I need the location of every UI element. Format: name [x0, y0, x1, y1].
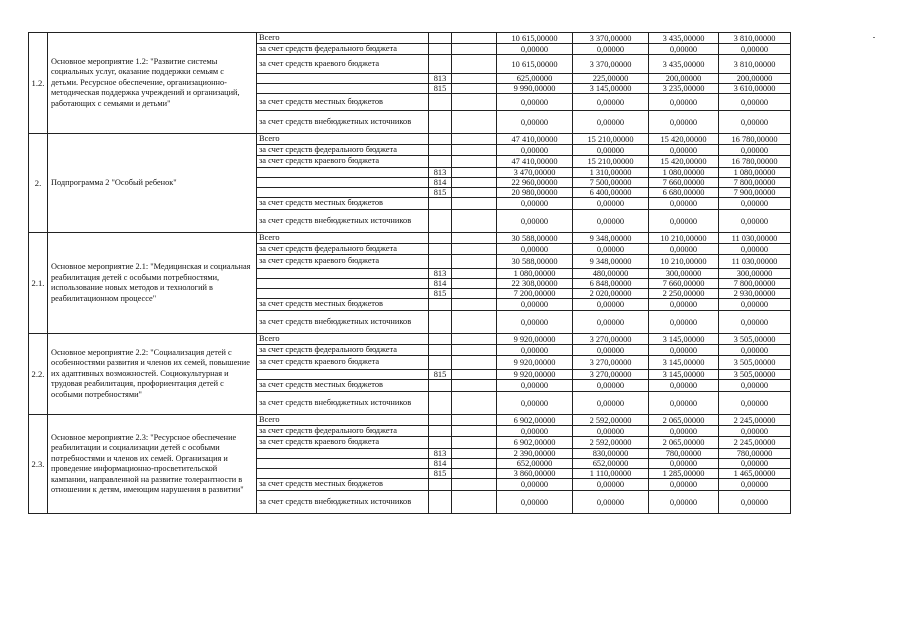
amount-cell: 830,00000 [573, 449, 649, 459]
amount-cell: 0,00000 [497, 491, 573, 514]
amount-cell: 2 065,00000 [649, 415, 719, 426]
budget-page [28, 32, 791, 514]
funding-source-label: за счет средств федерального бюджета [257, 426, 429, 437]
amount-cell: 10 615,00000 [497, 55, 573, 74]
amount-cell: 0,00000 [573, 198, 649, 210]
amount-cell: 0,00000 [497, 311, 573, 334]
amount-cell: 3 370,00000 [573, 33, 649, 44]
section-index: 2.3. [29, 415, 48, 514]
table-row [29, 415, 791, 426]
budget-code: 815 [429, 84, 452, 94]
amount-cell: 0,00000 [573, 392, 649, 415]
amount-cell: 6 400,00000 [573, 188, 649, 198]
amount-cell: 652,00000 [573, 459, 649, 469]
funding-source-label: за счет средств федерального бюджета [257, 345, 429, 356]
code-empty-cell [429, 345, 452, 356]
scan-speck [873, 37, 875, 38]
source-empty-cell [257, 188, 429, 198]
amount-cell: 15 420,00000 [649, 134, 719, 145]
amount-cell: 3 145,00000 [649, 356, 719, 370]
amount-cell: 2 390,00000 [497, 449, 573, 459]
amount-cell: 0,00000 [719, 198, 791, 210]
amount-cell: 11 030,00000 [719, 233, 791, 244]
amount-cell: 0,00000 [573, 479, 649, 491]
funding-source-label: за счет средств краевого бюджета [257, 437, 429, 449]
budget-code: 815 [429, 370, 452, 380]
amount-cell: 9 920,00000 [497, 334, 573, 345]
code-empty-cell [429, 210, 452, 233]
amount-cell: 6 680,00000 [649, 188, 719, 198]
code-empty-cell [429, 111, 452, 134]
funding-source-label: за счет средств федерального бюджета [257, 244, 429, 255]
amount-cell: 3 145,00000 [649, 334, 719, 345]
amount-cell: 6 902,00000 [497, 415, 573, 426]
amount-cell: 1 080,00000 [649, 168, 719, 178]
amount-cell: 10 210,00000 [649, 233, 719, 244]
budget-table-body [29, 33, 791, 514]
funding-source-label: за счет средств внебюджетных источников [257, 311, 429, 334]
source-empty-cell [257, 370, 429, 380]
amount-cell: 0,00000 [719, 345, 791, 356]
amount-cell: 3 270,00000 [573, 370, 649, 380]
amount-cell: 1 080,00000 [719, 168, 791, 178]
spacer-cell [452, 380, 497, 392]
amount-cell: 0,00000 [719, 311, 791, 334]
amount-cell: 300,00000 [719, 269, 791, 279]
amount-cell: 0,00000 [573, 311, 649, 334]
amount-cell: 3 370,00000 [573, 55, 649, 74]
spacer-cell [452, 74, 497, 84]
amount-cell: 0,00000 [649, 111, 719, 134]
amount-cell: 0,00000 [497, 345, 573, 356]
funding-source-label: за счет средств местных бюджетов [257, 380, 429, 392]
amount-cell: 652,00000 [497, 459, 573, 469]
spacer-cell [452, 44, 497, 55]
amount-cell: 9 348,00000 [573, 255, 649, 269]
spacer-cell [452, 459, 497, 469]
amount-cell: 0,00000 [719, 111, 791, 134]
amount-cell: 0,00000 [649, 380, 719, 392]
amount-cell: 0,00000 [497, 426, 573, 437]
funding-source-label: за счет средств краевого бюджета [257, 55, 429, 74]
section-name: Основное мероприятие 2.3: "Ресурсное обеспечение реабилитации и социализации детей с особыми потребностями и членов их семей. Организация и проведение информационно-просветительской кампании, направленной на развитие толерантности в отношении к детям, имеющим нарушения в развитии" [48, 415, 257, 514]
source-empty-cell [257, 459, 429, 469]
budget-code: 815 [429, 188, 452, 198]
budget-code: 815 [429, 469, 452, 479]
spacer-cell [452, 178, 497, 188]
source-empty-cell [257, 74, 429, 84]
amount-cell: 0,00000 [649, 244, 719, 255]
section-name: Основное мероприятие 2.1: "Медицинская и социальная реабилитация детей с особыми потребностями, использование новых методов и технологий в реабилитационном процессе" [48, 233, 257, 334]
amount-cell: 225,00000 [573, 74, 649, 84]
amount-cell: 15 210,00000 [573, 134, 649, 145]
budget-code: 814 [429, 279, 452, 289]
amount-cell: 0,00000 [497, 392, 573, 415]
code-empty-cell [429, 145, 452, 156]
section-index: 2. [29, 134, 48, 233]
amount-cell: 0,00000 [649, 392, 719, 415]
section-index: 1.2. [29, 33, 48, 134]
code-empty-cell [429, 479, 452, 491]
spacer-cell [452, 156, 497, 168]
amount-cell: 3 810,00000 [719, 55, 791, 74]
amount-cell: 0,00000 [573, 299, 649, 311]
spacer-cell [452, 334, 497, 345]
funding-source-label: за счет средств местных бюджетов [257, 198, 429, 210]
spacer-cell [452, 299, 497, 311]
amount-cell: 480,00000 [573, 269, 649, 279]
spacer-cell [452, 210, 497, 233]
spacer-cell [452, 134, 497, 145]
budget-table [28, 32, 791, 514]
code-empty-cell [429, 392, 452, 415]
funding-source-label: за счет средств внебюджетных источников [257, 210, 429, 233]
amount-cell: 0,00000 [719, 299, 791, 311]
amount-cell: 7 800,00000 [719, 178, 791, 188]
amount-cell: 9 990,00000 [497, 84, 573, 94]
amount-cell: 47 410,00000 [497, 156, 573, 168]
spacer-cell [452, 55, 497, 74]
funding-source-label: за счет средств местных бюджетов [257, 479, 429, 491]
amount-cell: 3 270,00000 [573, 356, 649, 370]
amount-cell: 200,00000 [649, 74, 719, 84]
amount-cell: 22 308,00000 [497, 279, 573, 289]
amount-cell: 15 210,00000 [573, 156, 649, 168]
code-empty-cell [429, 311, 452, 334]
funding-source-label: за счет средств федерального бюджета [257, 145, 429, 156]
amount-cell: 780,00000 [649, 449, 719, 459]
section-name: Основное мероприятие 1.2: "Развитие системы социальных услуг, оказание поддержки семьям с детьми. Ресурсное обеспечение, организационно-методическая поддержка учреждений и организаций, работающих с семьями и детьми" [48, 33, 257, 134]
source-empty-cell [257, 279, 429, 289]
funding-source-label: Всего [257, 233, 429, 244]
amount-cell: 2 065,00000 [649, 437, 719, 449]
amount-cell: 9 348,00000 [573, 233, 649, 244]
amount-cell: 20 980,00000 [497, 188, 573, 198]
spacer-cell [452, 233, 497, 244]
amount-cell: 2 930,00000 [719, 289, 791, 299]
amount-cell: 0,00000 [719, 392, 791, 415]
funding-source-label: Всего [257, 415, 429, 426]
amount-cell: 0,00000 [649, 345, 719, 356]
spacer-cell [452, 188, 497, 198]
budget-code: 814 [429, 178, 452, 188]
spacer-cell [452, 392, 497, 415]
code-empty-cell [429, 426, 452, 437]
amount-cell: 0,00000 [719, 426, 791, 437]
table-row [29, 33, 791, 44]
amount-cell: 6 848,00000 [573, 279, 649, 289]
amount-cell: 0,00000 [497, 244, 573, 255]
code-empty-cell [429, 255, 452, 269]
amount-cell: 0,00000 [497, 198, 573, 210]
amount-cell: 1 080,00000 [497, 269, 573, 279]
amount-cell: 0,00000 [497, 479, 573, 491]
amount-cell: 47 410,00000 [497, 134, 573, 145]
amount-cell: 0,00000 [649, 311, 719, 334]
source-empty-cell [257, 469, 429, 479]
source-empty-cell [257, 269, 429, 279]
amount-cell: 0,00000 [719, 145, 791, 156]
section-index: 2.1. [29, 233, 48, 334]
code-empty-cell [429, 233, 452, 244]
budget-code: 813 [429, 74, 452, 84]
funding-source-label: за счет средств местных бюджетов [257, 94, 429, 111]
funding-source-label: за счет средств федерального бюджета [257, 44, 429, 55]
spacer-cell [452, 94, 497, 111]
code-empty-cell [429, 55, 452, 74]
amount-cell: 2 592,00000 [573, 437, 649, 449]
amount-cell: 3 235,00000 [649, 84, 719, 94]
amount-cell: 0,00000 [573, 94, 649, 111]
amount-cell: 0,00000 [719, 94, 791, 111]
funding-source-label: за счет средств внебюджетных источников [257, 111, 429, 134]
spacer-cell [452, 198, 497, 210]
spacer-cell [452, 437, 497, 449]
amount-cell: 0,00000 [497, 380, 573, 392]
amount-cell: 0,00000 [497, 145, 573, 156]
amount-cell: 16 780,00000 [719, 156, 791, 168]
amount-cell: 0,00000 [649, 44, 719, 55]
section-name: Подпрограмма 2 "Особый ребенок" [48, 134, 257, 233]
funding-source-label: за счет средств краевого бюджета [257, 356, 429, 370]
amount-cell: 3 435,00000 [649, 55, 719, 74]
amount-cell: 0,00000 [573, 210, 649, 233]
amount-cell: 10 210,00000 [649, 255, 719, 269]
amount-cell: 22 960,00000 [497, 178, 573, 188]
spacer-cell [452, 479, 497, 491]
amount-cell: 3 270,00000 [573, 334, 649, 345]
amount-cell: 1 110,00000 [573, 469, 649, 479]
amount-cell: 0,00000 [573, 145, 649, 156]
amount-cell: 0,00000 [573, 244, 649, 255]
amount-cell: 2 592,00000 [573, 415, 649, 426]
code-empty-cell [429, 198, 452, 210]
spacer-cell [452, 449, 497, 459]
amount-cell: 0,00000 [573, 426, 649, 437]
section-name: Основное мероприятие 2.2: "Социализация детей с особенностями развития и членов их семей, повышение их адаптивных возможностей. Социокультурная и трудовая реабилитация, профориентация детей с особыми потребностями" [48, 334, 257, 415]
amount-cell: 2 245,00000 [719, 415, 791, 426]
amount-cell: 30 588,00000 [497, 233, 573, 244]
spacer-cell [452, 370, 497, 380]
code-empty-cell [429, 134, 452, 145]
amount-cell: 300,00000 [649, 269, 719, 279]
code-empty-cell [429, 156, 452, 168]
amount-cell: 2 020,00000 [573, 289, 649, 299]
amount-cell: 0,00000 [649, 145, 719, 156]
table-row [29, 233, 791, 244]
amount-cell: 7 900,00000 [719, 188, 791, 198]
amount-cell: 7 660,00000 [649, 279, 719, 289]
spacer-cell [452, 145, 497, 156]
funding-source-label: за счет средств внебюджетных источников [257, 491, 429, 514]
spacer-cell [452, 244, 497, 255]
amount-cell: 200,00000 [719, 74, 791, 84]
amount-cell: 2 250,00000 [649, 289, 719, 299]
amount-cell: 3 505,00000 [719, 370, 791, 380]
amount-cell: 7 660,00000 [649, 178, 719, 188]
amount-cell: 3 145,00000 [573, 84, 649, 94]
amount-cell: 0,00000 [649, 210, 719, 233]
funding-source-label: за счет средств краевого бюджета [257, 156, 429, 168]
spacer-cell [452, 469, 497, 479]
source-empty-cell [257, 449, 429, 459]
amount-cell: 3 860,00000 [497, 469, 573, 479]
amount-cell: 6 902,00000 [497, 437, 573, 449]
spacer-cell [452, 426, 497, 437]
amount-cell: 10 615,00000 [497, 33, 573, 44]
spacer-cell [452, 491, 497, 514]
funding-source-label: за счет средств краевого бюджета [257, 255, 429, 269]
amount-cell: 0,00000 [719, 244, 791, 255]
amount-cell: 0,00000 [573, 44, 649, 55]
amount-cell: 1 465,00000 [719, 469, 791, 479]
amount-cell: 0,00000 [719, 380, 791, 392]
amount-cell: 30 588,00000 [497, 255, 573, 269]
amount-cell: 0,00000 [649, 459, 719, 469]
amount-cell: 0,00000 [719, 491, 791, 514]
spacer-cell [452, 356, 497, 370]
amount-cell: 16 780,00000 [719, 134, 791, 145]
budget-code: 815 [429, 289, 452, 299]
amount-cell: 0,00000 [573, 111, 649, 134]
amount-cell: 0,00000 [573, 345, 649, 356]
amount-cell: 3 145,00000 [649, 370, 719, 380]
amount-cell: 3 610,00000 [719, 84, 791, 94]
amount-cell: 3 435,00000 [649, 33, 719, 44]
code-empty-cell [429, 491, 452, 514]
amount-cell: 780,00000 [719, 449, 791, 459]
spacer-cell [452, 168, 497, 178]
amount-cell: 3 505,00000 [719, 356, 791, 370]
amount-cell: 15 420,00000 [649, 156, 719, 168]
table-row [29, 334, 791, 345]
amount-cell: 7 200,00000 [497, 289, 573, 299]
spacer-cell [452, 345, 497, 356]
amount-cell: 0,00000 [719, 459, 791, 469]
code-empty-cell [429, 415, 452, 426]
funding-source-label: за счет средств внебюджетных источников [257, 392, 429, 415]
amount-cell: 7 800,00000 [719, 279, 791, 289]
amount-cell: 9 920,00000 [497, 356, 573, 370]
amount-cell: 0,00000 [573, 380, 649, 392]
amount-cell: 9 920,00000 [497, 370, 573, 380]
section-index: 2.2. [29, 334, 48, 415]
table-row [29, 134, 791, 145]
amount-cell: 0,00000 [649, 491, 719, 514]
code-empty-cell [429, 244, 452, 255]
code-empty-cell [429, 380, 452, 392]
amount-cell: 3 505,00000 [719, 334, 791, 345]
funding-source-label: Всего [257, 33, 429, 44]
amount-cell: 0,00000 [649, 94, 719, 111]
amount-cell: 0,00000 [497, 111, 573, 134]
amount-cell: 2 245,00000 [719, 437, 791, 449]
spacer-cell [452, 255, 497, 269]
code-empty-cell [429, 33, 452, 44]
code-empty-cell [429, 299, 452, 311]
source-empty-cell [257, 84, 429, 94]
code-empty-cell [429, 437, 452, 449]
amount-cell: 0,00000 [649, 299, 719, 311]
funding-source-label: Всего [257, 134, 429, 145]
amount-cell: 0,00000 [719, 44, 791, 55]
amount-cell: 0,00000 [573, 491, 649, 514]
spacer-cell [452, 279, 497, 289]
amount-cell: 1 310,00000 [573, 168, 649, 178]
budget-code: 813 [429, 269, 452, 279]
budget-code: 813 [429, 168, 452, 178]
amount-cell: 0,00000 [719, 210, 791, 233]
amount-cell: 0,00000 [719, 479, 791, 491]
source-empty-cell [257, 178, 429, 188]
code-empty-cell [429, 44, 452, 55]
budget-code: 814 [429, 459, 452, 469]
amount-cell: 0,00000 [497, 44, 573, 55]
spacer-cell [452, 289, 497, 299]
amount-cell: 1 285,00000 [649, 469, 719, 479]
amount-cell: 7 500,00000 [573, 178, 649, 188]
amount-cell: 0,00000 [497, 94, 573, 111]
amount-cell: 0,00000 [649, 479, 719, 491]
amount-cell: 3 470,00000 [497, 168, 573, 178]
source-empty-cell [257, 289, 429, 299]
amount-cell: 0,00000 [649, 198, 719, 210]
code-empty-cell [429, 356, 452, 370]
spacer-cell [452, 111, 497, 134]
code-empty-cell [429, 94, 452, 111]
spacer-cell [452, 269, 497, 279]
amount-cell: 625,00000 [497, 74, 573, 84]
amount-cell: 11 030,00000 [719, 255, 791, 269]
spacer-cell [452, 415, 497, 426]
code-empty-cell [429, 334, 452, 345]
spacer-cell [452, 84, 497, 94]
amount-cell: 0,00000 [497, 210, 573, 233]
funding-source-label: за счет средств местных бюджетов [257, 299, 429, 311]
spacer-cell [452, 33, 497, 44]
source-empty-cell [257, 168, 429, 178]
spacer-cell [452, 311, 497, 334]
budget-code: 813 [429, 449, 452, 459]
funding-source-label: Всего [257, 334, 429, 345]
amount-cell: 0,00000 [649, 426, 719, 437]
amount-cell: 0,00000 [497, 299, 573, 311]
amount-cell: 3 810,00000 [719, 33, 791, 44]
